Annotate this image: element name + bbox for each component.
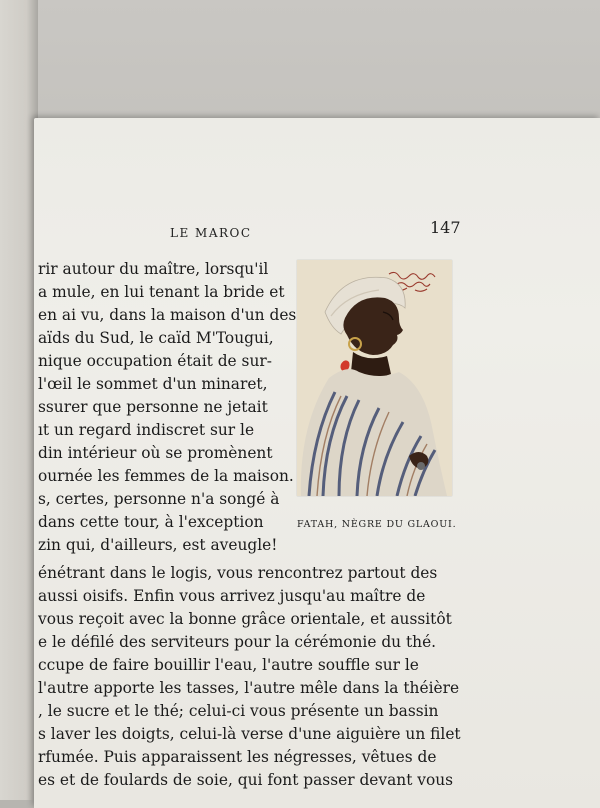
text-line: rfumée. Puis apparaissent les négresses, vêtues de (38, 748, 437, 766)
text-line: es et de foulards de soie, qui font passer devant vous (38, 771, 454, 789)
text-line: nique occupation était de sur- (38, 352, 272, 370)
text-line: a mule, en lui tenant la bride et (38, 283, 285, 301)
text-line: ccupe de faire bouillir l'eau, l'autre souffle sur le (38, 656, 419, 674)
page-number: 147 (430, 218, 461, 237)
text-line: zin qui, d'ailleurs, est aveugle! (38, 536, 278, 554)
text-line: vous reçoit avec la bonne grâce orientale, et aussitôt (38, 610, 452, 628)
text-line: e le défilé des serviteurs pour la cérémonie du thé. (38, 633, 437, 651)
portrait-illustration (297, 260, 452, 496)
text-line: , le sucre et le thé; celui-ci vous présente un bassin (38, 702, 439, 720)
text-line: ournée les femmes de la maison. (38, 467, 294, 485)
text-line: aïds du Sud, le caïd M'Tougui, (38, 329, 274, 347)
text-line: énétrant dans le logis, vous rencontrez partout des (38, 564, 438, 582)
text-line: din intérieur où se promènent (38, 444, 273, 462)
text-line: ssurer que personne ne jetait (38, 398, 268, 416)
text-line: l'autre apporte les tasses, l'autre mêle dans la théière (38, 679, 460, 697)
previous-page-edge (0, 0, 38, 800)
portrait-plate (297, 260, 452, 496)
text-line: l'œil le sommet d'un minaret, (38, 375, 268, 393)
text-line: s, certes, personne n'a songé à (38, 490, 280, 508)
text-line: s laver les doigts, celui-là verse d'une aiguière un filet (38, 725, 461, 743)
book-page (34, 118, 600, 808)
text-line: aussi oisifs. Enfin vous arrivez jusqu'au maître de (38, 587, 426, 605)
text-line: en ai vu, dans la maison d'un des (38, 306, 297, 324)
running-head: LE MAROC (170, 226, 252, 240)
text-line: ıt un regard indiscret sur le (38, 421, 255, 439)
text-line: dans cette tour, à l'exception (38, 513, 264, 531)
plate-caption: FATAH, NÈGRE DU GLAOUI. (297, 519, 457, 530)
text-line: rir autour du maître, lorsqu'il (38, 260, 269, 278)
